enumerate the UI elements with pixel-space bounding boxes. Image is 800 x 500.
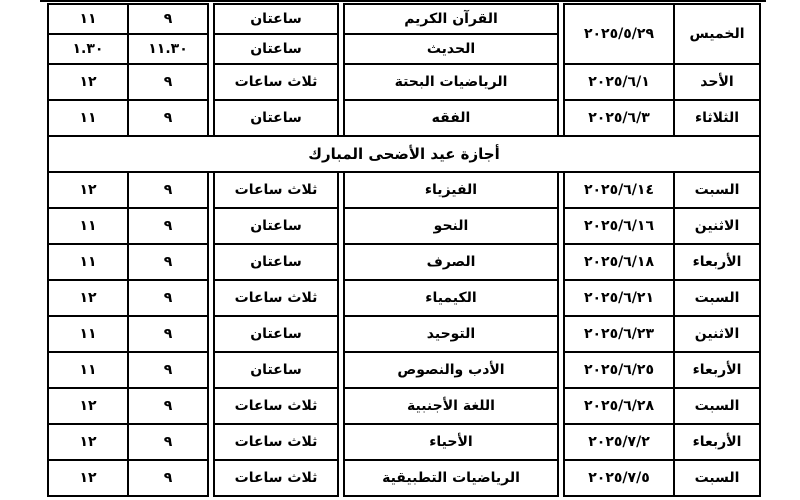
exam-duration: ثلاث ساعات (214, 64, 338, 100)
exam-date: ٢٠٢٥/٦/٢٣ (564, 316, 674, 352)
exam-subject: الأحياء (344, 424, 558, 460)
column-gap (208, 64, 214, 100)
exam-row (48, 172, 760, 208)
exam-day: الأربعاء (674, 244, 760, 280)
exam-start-time: ٩ (128, 352, 208, 388)
exam-subject: الحديث (344, 34, 558, 64)
exam-row (48, 352, 760, 388)
exam-subject: الفقه (344, 100, 558, 136)
column-gap (208, 316, 214, 352)
column-gap (208, 388, 214, 424)
column-gap (558, 460, 564, 496)
schedule-body (48, 4, 760, 496)
column-gap (338, 244, 344, 280)
column-gap (558, 388, 564, 424)
exam-duration: ساعتان (214, 34, 338, 64)
exam-duration: ساعتان (214, 100, 338, 136)
exam-end-time: ١٢ (48, 460, 128, 496)
exam-day: الاثنين (674, 316, 760, 352)
holiday-label: أجازة عيد الأضحى المبارك (48, 136, 760, 172)
exam-subject: الصرف (344, 244, 558, 280)
exam-subject: التوحيد (344, 316, 558, 352)
exam-day: الخميس (674, 4, 760, 64)
exam-end-time: ١٢ (48, 172, 128, 208)
exam-subject: اللغة الأجنبية (344, 388, 558, 424)
exam-day: السبت (674, 460, 760, 496)
column-gap (208, 100, 214, 136)
exam-day: السبت (674, 172, 760, 208)
exam-row (48, 100, 760, 136)
exam-end-time: ١٢ (48, 424, 128, 460)
exam-date: ٢٠٢٥/٦/١٤ (564, 172, 674, 208)
column-gap (558, 352, 564, 388)
exam-end-time: ١.٣٠ (48, 34, 128, 64)
column-gap (558, 100, 564, 136)
exam-date: ٢٠٢٥/٦/١٨ (564, 244, 674, 280)
exam-end-time: ١١ (48, 4, 128, 34)
exam-duration: ساعتان (214, 4, 338, 34)
exam-end-time: ١٢ (48, 64, 128, 100)
exam-start-time: ٩ (128, 208, 208, 244)
column-gap (338, 460, 344, 496)
exam-date: ٢٠٢٥/٥/٢٩ (564, 4, 674, 64)
exam-duration: ثلاث ساعات (214, 388, 338, 424)
exam-day: الأربعاء (674, 424, 760, 460)
exam-duration: ساعتان (214, 208, 338, 244)
column-gap (208, 280, 214, 316)
column-gap (558, 172, 564, 208)
exam-subject: الرياضيات التطبيقية (344, 460, 558, 496)
exam-day: السبت (674, 280, 760, 316)
exam-subject: الأدب والنصوص (344, 352, 558, 388)
column-gap (558, 64, 564, 100)
column-gap (558, 280, 564, 316)
exam-day: الاثنين (674, 208, 760, 244)
exam-day: الثلاثاء (674, 100, 760, 136)
column-gap (558, 4, 564, 64)
exam-duration: ثلاث ساعات (214, 460, 338, 496)
exam-start-time: ٩ (128, 244, 208, 280)
exam-end-time: ١١ (48, 100, 128, 136)
exam-end-time: ١١ (48, 352, 128, 388)
exam-start-time: ٩ (128, 460, 208, 496)
exam-start-time: ٩ (128, 316, 208, 352)
exam-day: الأربعاء (674, 352, 760, 388)
exam-end-time: ١٢ (48, 280, 128, 316)
exam-start-time: ١١.٣٠ (128, 34, 208, 64)
column-gap (338, 424, 344, 460)
exam-row (48, 460, 760, 496)
exam-duration: ساعتان (214, 244, 338, 280)
exam-start-time: ٩ (128, 424, 208, 460)
exam-date: ٢٠٢٥/٦/١٦ (564, 208, 674, 244)
column-gap (558, 208, 564, 244)
exam-date: ٢٠٢٥/٧/٥ (564, 460, 674, 496)
column-gap (208, 244, 214, 280)
exam-row (48, 316, 760, 352)
column-gap (338, 388, 344, 424)
exam-duration: ثلاث ساعات (214, 424, 338, 460)
column-gap (208, 424, 214, 460)
exam-schedule-table (47, 3, 761, 497)
exam-row (48, 208, 760, 244)
column-gap (208, 208, 214, 244)
column-gap (208, 460, 214, 496)
exam-subject: القرآن الكريم (344, 4, 558, 34)
exam-subject: الفيزياء (344, 172, 558, 208)
exam-row (48, 244, 760, 280)
exam-day: السبت (674, 388, 760, 424)
exam-start-time: ٩ (128, 100, 208, 136)
column-gap (338, 208, 344, 244)
column-gap (338, 64, 344, 100)
exam-duration: ثلاث ساعات (214, 280, 338, 316)
exam-start-time: ٩ (128, 172, 208, 208)
exam-start-time: ٩ (128, 280, 208, 316)
column-gap (558, 316, 564, 352)
exam-end-time: ١١ (48, 316, 128, 352)
column-gap (208, 172, 214, 208)
exam-duration: ساعتان (214, 352, 338, 388)
column-gap (338, 100, 344, 136)
exam-date: ٢٠٢٥/٦/٢٥ (564, 352, 674, 388)
column-gap (208, 352, 214, 388)
exam-start-time: ٩ (128, 388, 208, 424)
column-gap (558, 424, 564, 460)
exam-end-time: ١٢ (48, 388, 128, 424)
column-gap (338, 280, 344, 316)
exam-start-time: ٩ (128, 4, 208, 34)
exam-subject: الرياضيات البحتة (344, 64, 558, 100)
exam-date: ٢٠٢٥/٦/٢٨ (564, 388, 674, 424)
exam-duration: ثلاث ساعات (214, 172, 338, 208)
exam-date: ٢٠٢٥/٦/٢١ (564, 280, 674, 316)
exam-end-time: ١١ (48, 208, 128, 244)
exam-duration: ساعتان (214, 316, 338, 352)
exam-row (48, 424, 760, 460)
exam-date: ٢٠٢٥/٧/٢ (564, 424, 674, 460)
exam-row (48, 4, 760, 34)
exam-end-time: ١١ (48, 244, 128, 280)
exam-subject: النحو (344, 208, 558, 244)
exam-row (48, 280, 760, 316)
exam-date: ٢٠٢٥/٦/٣ (564, 100, 674, 136)
exam-start-time: ٩ (128, 64, 208, 100)
exam-row (48, 388, 760, 424)
column-gap (338, 172, 344, 208)
column-gap (338, 316, 344, 352)
holiday-row (48, 136, 760, 172)
exam-day: الأحد (674, 64, 760, 100)
exam-date: ٢٠٢٥/٦/١ (564, 64, 674, 100)
column-gap (338, 352, 344, 388)
column-gap (558, 244, 564, 280)
exam-subject: الكيمياء (344, 280, 558, 316)
exam-row (48, 64, 760, 100)
